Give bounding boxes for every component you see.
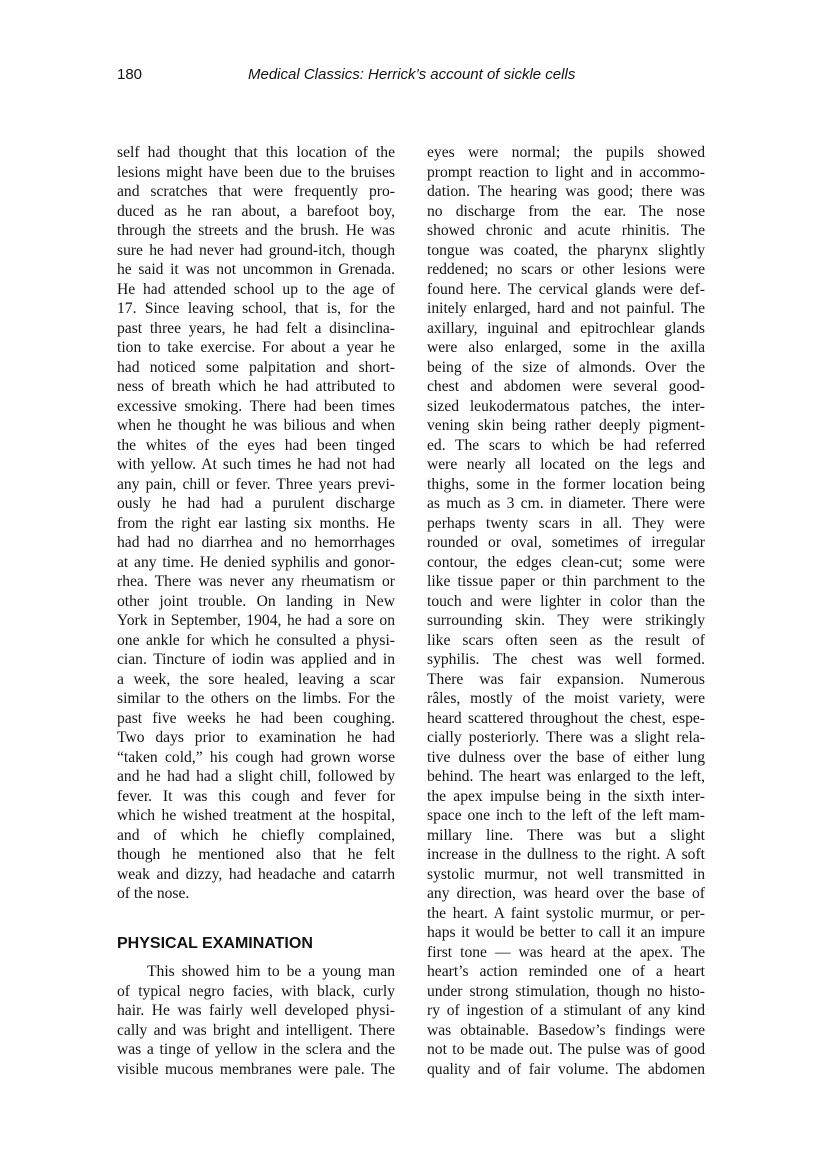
text-line: space one inch to the left of the left mam- — [427, 807, 705, 824]
physical-examination-paragraph — [117, 962, 395, 1079]
text-line: at any time. He denied syphilis and gonor- — [117, 553, 395, 571]
text-line: from the right ear lasting six months. He — [117, 514, 395, 532]
text-line: behind. The heart was enlarged to the left, — [427, 768, 705, 785]
text-line: rounded or oval, sometimes of irregular — [427, 534, 705, 551]
text-line: systolic murmur, not well transmitted in — [427, 865, 705, 883]
text-line: past five weeks he had been coughing. — [117, 709, 395, 727]
text-line: ness of breath which he had attributed to — [117, 378, 395, 395]
text-line: being of the size of almonds. Over the — [427, 358, 705, 376]
text-line: was a tinge of yellow in the sclera and the — [117, 1041, 395, 1058]
text-line: initely enlarged, hard and not painful. The — [427, 300, 705, 317]
text-line: surrounding skin. They were strikingly — [427, 612, 705, 629]
text-line: had noticed some palpitation and short- — [117, 358, 395, 376]
text-line: dation. The hearing was good; there was — [427, 183, 705, 200]
text-line: prompt reaction to light and in accommo- — [427, 163, 705, 181]
text-line: lesions might have been due to the bruises — [117, 163, 395, 181]
text-line: cian. Tincture of iodin was applied and in — [117, 651, 395, 668]
text-line: millary line. There was but a slight — [427, 826, 705, 844]
text-line: He had attended school up to the age of — [117, 280, 395, 298]
running-title: Medical Classics: Herrick’s account of sickle cells — [248, 66, 576, 83]
text-line: weak and dizzy, had headache and catarrh — [117, 865, 395, 883]
text-line: 17. Since leaving school, that is, for the — [117, 300, 395, 317]
text-line: ed. The scars to which be had referred — [427, 436, 705, 454]
text-line: tive dulness over the base of either lung — [427, 748, 705, 766]
text-line: and scratches that were frequently pro- — [117, 183, 395, 200]
text-line: though he mentioned also that he felt — [117, 846, 395, 863]
text-line: touch and were lighter in color than the — [427, 592, 705, 610]
text-line: tongue was coated, the pharynx slightly — [427, 241, 705, 259]
left-column-paragraph — [117, 143, 395, 904]
text-line: were also enlarged, some in the axilla — [427, 339, 705, 356]
text-line: rhea. There was never any rheumatism or — [117, 573, 395, 590]
text-line: self had thought that this location of the — [117, 144, 395, 161]
text-line: cally and was bright and intelligent. There — [117, 1021, 395, 1039]
text-line: heart’s action reminded one of a heart — [427, 963, 705, 980]
text-line: under strong stimulation, though no histo- — [427, 982, 705, 1000]
text-line: perhaps twenty scars in all. They were — [427, 514, 705, 532]
text-line: hair. He was fairly well developed physi- — [117, 1002, 395, 1019]
text-line: no discharge from the ear. The nose — [427, 202, 705, 220]
text-line: sure he had never had ground-itch, though — [117, 241, 395, 259]
text-line: a week, the sore healed, leaving a scar — [117, 670, 395, 688]
text-line: like scars often seen as the result of — [427, 631, 705, 649]
text-line: ously he had had a purulent discharge — [117, 495, 395, 512]
text-line: similar to the others on the limbs. For the — [117, 690, 395, 707]
text-line: the whites of the eyes had been tinged — [117, 436, 395, 454]
text-line: quality and of fair volume. The abdomen — [427, 1060, 705, 1078]
text-line: showed chronic and acute rhinitis. The — [427, 222, 705, 239]
text-line: visible mucous membranes were pale. The — [117, 1060, 395, 1078]
text-line: were nearly all located on the legs and — [427, 456, 705, 473]
text-line: with yellow. At such times he had not had — [117, 456, 395, 473]
text-line: found here. The cervical glands were def- — [427, 280, 705, 298]
text-line: “taken cold,” his cough had grown worse — [117, 748, 395, 766]
right-column-paragraph — [427, 143, 705, 1079]
text-line: heard scattered throughout the chest, espe- — [427, 709, 705, 727]
text-line: first tone — was heard at the apex. The — [427, 943, 705, 961]
text-line: past three years, he had felt a disinclina- — [117, 319, 395, 337]
text-line: This showed him to be a young man — [147, 963, 395, 980]
text-line: not to be made out. The pulse was of good — [427, 1041, 705, 1058]
text-line: the apex impulse being in the sixth inter- — [427, 787, 705, 805]
text-line: ry of ingestion of a stimulant of any kind — [427, 1002, 705, 1019]
text-line: which he wished treatment at the hospital, — [117, 807, 395, 824]
section-heading: PHYSICAL EXAMINATION — [117, 935, 313, 952]
text-line: haps it would be better to call it an impure — [427, 924, 705, 941]
text-line: one ankle for which he consulted a physi- — [117, 631, 395, 649]
text-line: had had no diarrhea and no hemorrhages — [117, 534, 395, 551]
text-line: like tissue paper or thin parchment to the — [427, 573, 705, 590]
text-line: when he thought he was bilious and when — [117, 417, 395, 434]
text-line: any direction, was heard over the base of — [427, 885, 705, 902]
text-line: of typical negro facies, with black, curly — [117, 982, 395, 1000]
text-line: as much as 3 cm. in diameter. There were — [427, 495, 705, 512]
text-line: chest and abdomen were several good- — [427, 378, 705, 395]
text-line: duced as he ran about, a barefoot boy, — [117, 202, 395, 220]
text-line: York in September, 1904, he had a sore on — [117, 612, 395, 629]
text-line: and he had had a slight chill, followed by — [117, 768, 395, 785]
text-line: tion to take exercise. For about a year he — [117, 339, 395, 356]
text-line: There was fair expansion. Numerous — [427, 670, 705, 688]
text-line: syphilis. The chest was well formed. — [427, 651, 705, 668]
page-number: 180 — [117, 66, 143, 83]
text-line: and of which he chiefly complained, — [117, 826, 395, 844]
text-line: cially posteriorly. There was a slight rela- — [427, 729, 705, 746]
text-line: was obtainable. Basedow’s findings were — [427, 1021, 705, 1039]
text-line: increase in the dullness to the right. A soft — [427, 846, 705, 863]
text-line: other joint trouble. On landing in New — [117, 592, 395, 610]
text-line: vening skin being rather deeply pigment- — [427, 417, 705, 434]
text-line: he said it was not uncommon in Grenada. — [117, 261, 395, 278]
text-line: the heart. A faint systolic murmur, or per- — [427, 904, 705, 922]
text-line: sized leukodermatous patches, the inter- — [427, 397, 705, 415]
text-line: excessive smoking. There had been times — [117, 397, 395, 415]
text-line: of the nose. — [117, 885, 190, 902]
text-line: through the streets and the brush. He was — [117, 222, 395, 239]
text-line: any pain, chill or fever. Three years previ- — [117, 475, 395, 493]
text-line: Two days prior to examination he had — [117, 729, 395, 746]
text-line: thighs, some in the former location being — [427, 475, 705, 493]
text-line: axillary, inguinal and epitrochlear glands — [427, 319, 705, 337]
text-line: eyes were normal; the pupils showed — [427, 144, 705, 161]
text-line: reddened; no scars or other lesions were — [427, 261, 705, 278]
text-line: contour, the edges clean-cut; some were — [427, 553, 705, 571]
text-line: fever. It was this cough and fever for — [117, 787, 395, 805]
text-line: râles, mostly of the moist variety, were — [427, 690, 705, 707]
